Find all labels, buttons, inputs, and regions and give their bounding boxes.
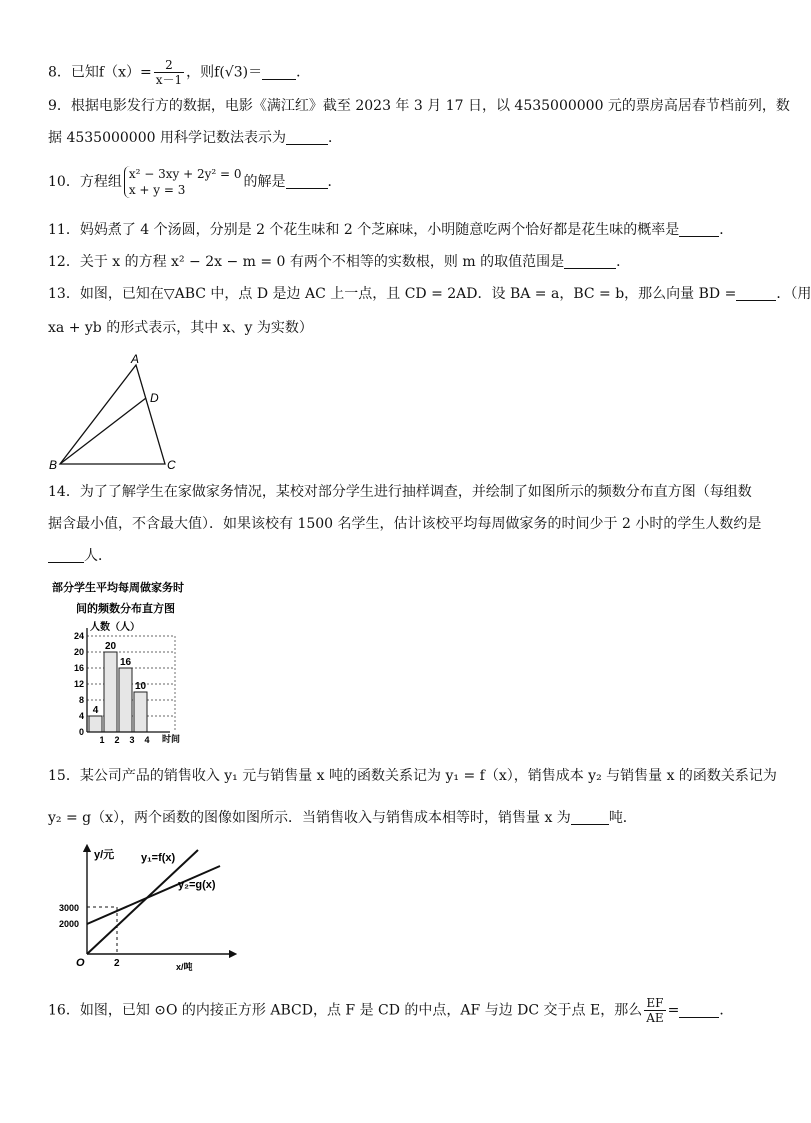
label-c: C xyxy=(167,458,176,472)
q8-function: f（x）= xyxy=(98,64,152,81)
bar-value-label: 4 xyxy=(92,705,99,716)
x-axis-label: 时间 xyxy=(162,734,181,744)
x-tick-label: 2 xyxy=(114,735,120,745)
q8-end: ． xyxy=(296,64,311,81)
question-9-line2 xyxy=(48,128,342,148)
y-axis-label: 人数（人） xyxy=(90,622,140,633)
histogram-bar xyxy=(104,652,117,732)
graph-x-label: x/吨 xyxy=(176,962,193,972)
bar-value-label: 20 xyxy=(104,641,117,652)
g-label: y₂=g(x) xyxy=(178,879,216,891)
histogram-bar xyxy=(89,716,102,732)
q9-end: ． xyxy=(327,130,342,146)
q8-text-mid: ，则 xyxy=(186,64,215,81)
question-9-line1: 9．根据电影发行方的数据，电影《满江红》截至 2023 年 3 月 17 日，以 4535000000 元的票房高居春节档前列，数 xyxy=(48,98,790,114)
answer-blank[interactable] xyxy=(564,253,616,269)
y-tick-label: 8 xyxy=(78,695,84,705)
q8-expr: f(√3)＝ xyxy=(214,64,263,81)
bar-value-label: 16 xyxy=(119,657,132,668)
equation-1: x² − 3xy + 2y² = 0 xyxy=(128,167,242,181)
label-a: A xyxy=(131,352,140,366)
q9-text: 据 4535000000 用科学记数法表示为 xyxy=(48,130,286,146)
histogram-bar xyxy=(134,692,147,732)
chart-title-line1: 部分学生平均每周做家务时 xyxy=(52,582,184,594)
q16-eq: = xyxy=(667,1002,680,1019)
q13-text: 13．如图，已知在▽ABC 中，点 D 是边 AC 上一点，且 CD = 2AD．设 BA = a，BC = b，那么向量 BD = xyxy=(48,286,737,302)
triangle-figure xyxy=(40,352,190,474)
q8-frac-num: 2 xyxy=(154,58,184,73)
q16-text: 16．如图，已知 ⊙O 的内接正方形 ABCD，点 F 是 CD 的中点，AF 与边 DC 交于点 E，那么 xyxy=(48,1002,643,1019)
q10-text: 10．方程组 xyxy=(48,174,122,190)
triangle-abc xyxy=(60,365,165,464)
label-b: B xyxy=(49,458,58,472)
q13-end: ．（用 xyxy=(776,286,811,302)
q16-frac-num: EF xyxy=(644,996,665,1011)
x-tick-label: 4 xyxy=(144,735,150,745)
question-10 xyxy=(48,166,342,198)
equation-2: x + y = 3 xyxy=(128,183,186,197)
y-tick-label: 12 xyxy=(73,679,84,689)
q8-frac-den: x－1 xyxy=(155,73,183,87)
y-tick-label: 20 xyxy=(73,647,84,657)
answer-blank[interactable] xyxy=(679,221,719,237)
tick-x2: 2 xyxy=(114,958,120,969)
question-11 xyxy=(48,220,733,240)
answer-blank[interactable] xyxy=(571,809,609,825)
question-14-line3 xyxy=(48,546,112,566)
x-tick-label: 1 xyxy=(99,735,105,745)
question-14-line1: 14．为了了解学生在家做家务情况，某校对部分学生进行抽样调查，并绘制了如图所示的频数分布直方图（每组数 xyxy=(48,484,752,500)
q15-text: y₂ = g（x），两个函数的图像如图所示．当销售收入与销售成本相等时，销售量 x 为 xyxy=(48,810,571,826)
origin-label: O xyxy=(76,957,85,969)
answer-blank[interactable] xyxy=(286,129,328,145)
q10-text-post: 的解是 xyxy=(243,174,286,190)
equation-system xyxy=(124,166,242,198)
function-graph xyxy=(50,842,240,977)
q10-end: ． xyxy=(327,174,342,190)
q12-end: ． xyxy=(616,254,631,270)
question-8 xyxy=(48,58,310,87)
bar-value-label: 10 xyxy=(134,681,147,692)
x-tick-label: 3 xyxy=(129,735,135,745)
histogram-bar xyxy=(119,668,132,732)
q8-number: 8． xyxy=(48,64,71,81)
tick-3000: 3000 xyxy=(59,903,80,913)
answer-blank[interactable] xyxy=(286,173,328,189)
question-16 xyxy=(48,996,733,1025)
question-13-line1 xyxy=(48,284,811,304)
graph-y-label: y/元 xyxy=(94,849,115,861)
answer-blank[interactable] xyxy=(736,285,776,301)
q16-frac-den: AE xyxy=(646,1011,664,1025)
question-12 xyxy=(48,252,630,272)
q11-text: 11．妈妈煮了 4 个汤圆，分别是 2 个花生味和 2 个芝麻味，小明随意吃两个恰好都是花生味的概率是 xyxy=(48,222,680,238)
question-13-line2: xa + yb 的形式表示，其中 x、y 为实数） xyxy=(48,320,313,336)
q15-end: 吨． xyxy=(608,810,637,826)
line-f xyxy=(87,850,198,954)
question-15-line1: 15．某公司产品的销售收入 y₁ 元与销售量 x 吨的函数关系记为 y₁ = f（x），销售成本 y₂ 与销售量 x 的函数关系记为 xyxy=(48,768,777,784)
q16-fraction xyxy=(644,996,665,1025)
answer-blank[interactable] xyxy=(48,547,84,563)
q14-end: 人． xyxy=(84,548,112,564)
tick-2000: 2000 xyxy=(59,919,80,929)
f-label: y₁=f(x) xyxy=(141,852,176,864)
label-d: D xyxy=(150,391,159,405)
question-15-line2 xyxy=(48,808,637,828)
q8-fraction xyxy=(154,58,184,87)
histogram-chart xyxy=(50,578,200,748)
answer-blank[interactable] xyxy=(679,1002,719,1018)
answer-blank[interactable] xyxy=(262,64,296,80)
q16-end: ． xyxy=(719,1002,734,1019)
chart-title-line2: 间的频数分布直方图 xyxy=(76,603,175,615)
y-tick-label: 24 xyxy=(73,631,84,641)
q11-end: ． xyxy=(719,222,734,238)
q12-text: 12．关于 x 的方程 x² − 2x − m = 0 有两个不相等的实数根，则 m 的取值范围是 xyxy=(48,254,565,270)
question-14-line2: 据含最小值，不含最大值）．如果该校有 1500 名学生，估计该校平均每周做家务的时间少于 2 小时的学生人数约是 xyxy=(48,516,762,532)
line-g xyxy=(87,866,220,924)
q8-text: 已知 xyxy=(70,64,99,81)
y-tick-label: 0 xyxy=(78,727,84,737)
y-tick-label: 16 xyxy=(73,663,84,673)
y-tick-label: 4 xyxy=(78,711,84,721)
